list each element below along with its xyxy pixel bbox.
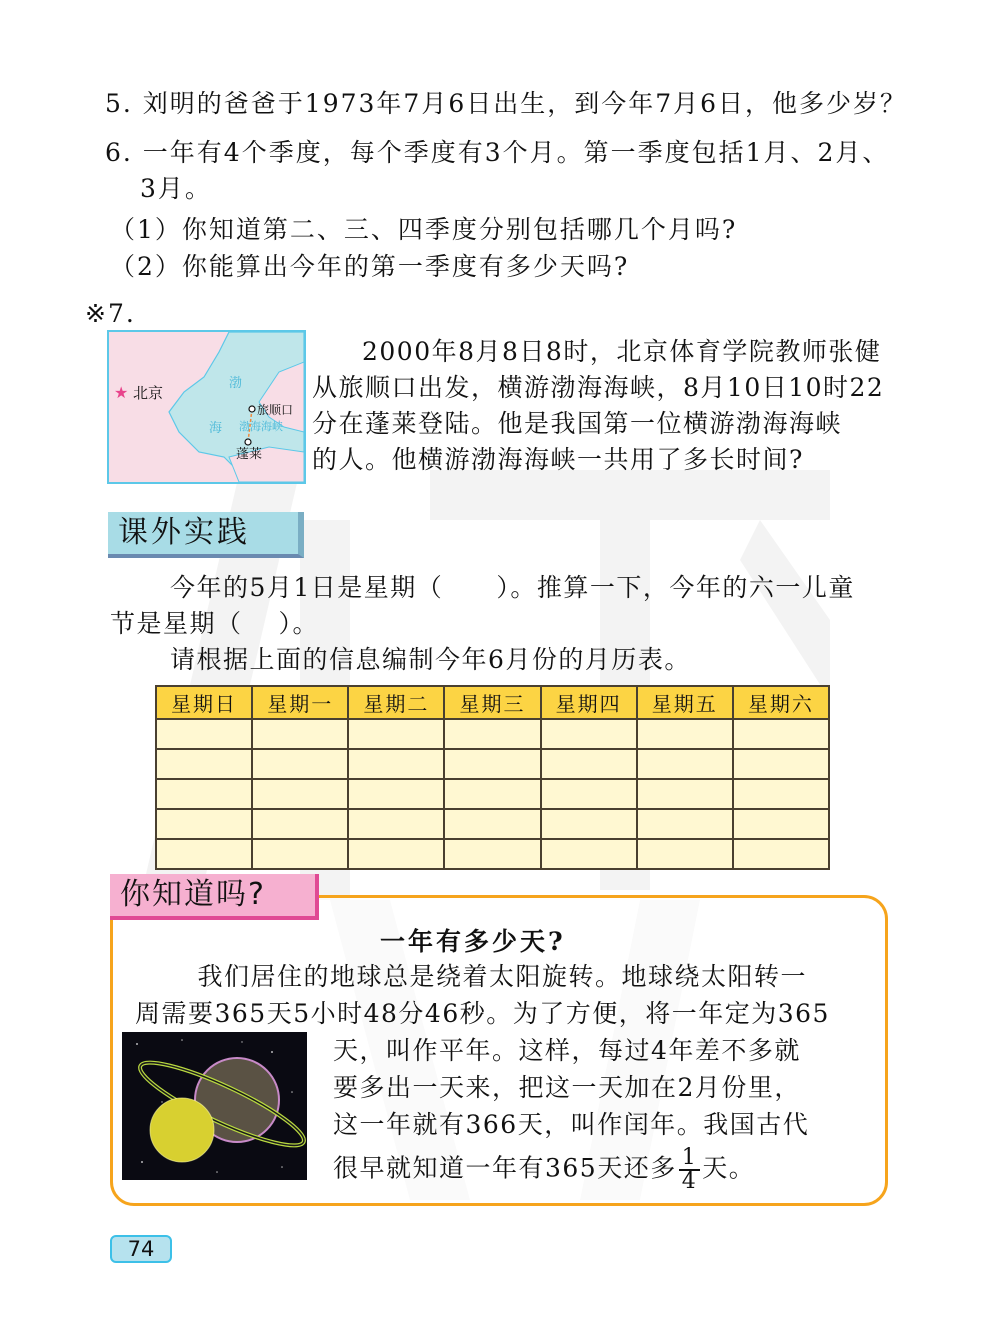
paragraph-line: 周需要365天5小时48分46秒。为了方便，将一年定为365	[135, 999, 830, 1028]
calendar-cell[interactable]	[444, 719, 540, 749]
calendar-cell[interactable]	[156, 749, 252, 779]
weekday-header: 星期日	[156, 686, 252, 719]
weekday-header: 星期三	[444, 686, 540, 719]
calendar-row	[156, 719, 829, 749]
calendar-cell[interactable]	[733, 719, 829, 749]
question-7-label: ※7.	[85, 299, 136, 328]
fraction-one-quarter	[679, 1147, 701, 1193]
calendar-cell[interactable]	[156, 809, 252, 839]
calendar-cell[interactable]	[733, 749, 829, 779]
calendar-cell[interactable]	[348, 779, 444, 809]
calendar-cell[interactable]	[637, 749, 733, 779]
calendar-cell[interactable]	[637, 779, 733, 809]
map-label-sea-bo: 渤	[229, 376, 243, 391]
page-number: 74	[110, 1235, 172, 1263]
last-line	[333, 1147, 873, 1193]
calendar-cell[interactable]	[541, 839, 637, 869]
calendar-row	[156, 749, 829, 779]
calendar-cell[interactable]	[348, 809, 444, 839]
map-label-penglai: 蓬莱	[236, 447, 263, 462]
calendar-cell[interactable]	[252, 809, 348, 839]
calendar-cell[interactable]	[637, 719, 733, 749]
side-line: 要多出一天来，把这一天加在2月份里，	[333, 1073, 801, 1102]
calendar-cell[interactable]	[252, 749, 348, 779]
calendar-cell[interactable]	[541, 779, 637, 809]
practice-line-3: 请根据上面的信息编制今年6月份的月历表。	[170, 645, 691, 674]
did-you-know-side-text	[333, 1032, 873, 1193]
story-line: 分在蓬莱登陆。他是我国第一位横游渤海海峡	[312, 409, 843, 438]
map-label-lushunkou: 旅顺口	[257, 403, 294, 417]
practice-section-title: 课外实践	[108, 512, 304, 558]
calendar-cell[interactable]	[541, 749, 637, 779]
calendar-cell[interactable]	[156, 839, 252, 869]
calendar-cell[interactable]	[252, 839, 348, 869]
calendar-row	[156, 839, 829, 869]
map-label-beijing: 北京	[133, 384, 164, 402]
question-6-continued: 3月。	[140, 174, 212, 203]
calendar-cell[interactable]	[156, 719, 252, 749]
calendar-cell[interactable]	[637, 839, 733, 869]
calendar-cell[interactable]	[444, 779, 540, 809]
question-6-sub-1: （1）你知道第二、三、四季度分别包括哪几个月吗?	[110, 215, 738, 244]
calendar-cell[interactable]	[444, 749, 540, 779]
question-6-sub-2: （2）你能算出今年的第一季度有多少天吗?	[110, 252, 630, 281]
calendar-cell[interactable]	[348, 839, 444, 869]
question-7-story	[312, 334, 907, 478]
weekday-header: 星期一	[252, 686, 348, 719]
story-line: 的人。他横游渤海海峡一共用了多长时间?	[312, 445, 804, 474]
weekday-header: 星期六	[733, 686, 829, 719]
calendar-cell[interactable]	[156, 779, 252, 809]
practice-text	[110, 570, 900, 678]
weekday-header: 星期二	[348, 686, 444, 719]
calendar-cell[interactable]	[541, 809, 637, 839]
june-calendar-table	[155, 685, 830, 870]
calendar-cell[interactable]	[637, 809, 733, 839]
calendar-cell[interactable]	[733, 809, 829, 839]
fraction-denominator: 4	[681, 1169, 698, 1194]
last-line-before: 很早就知道一年有365天还多	[333, 1153, 677, 1183]
question-5: 5. 刘明的爸爸于1973年7月6日出生，到今年7月6日，他多少岁？	[105, 89, 908, 118]
calendar-cell[interactable]	[541, 719, 637, 749]
calendar-cell[interactable]	[348, 719, 444, 749]
question-6: 6. 一年有4个季度，每个季度有3个月。第一季度包括1月、2月、	[105, 138, 890, 167]
did-you-know-paragraph	[135, 958, 865, 1032]
side-line: 天，叫作平年。这样，每过4年差不多就	[333, 1036, 801, 1065]
calendar-row	[156, 779, 829, 809]
calendar-cell[interactable]	[733, 779, 829, 809]
last-line-after: 天。	[702, 1153, 756, 1183]
did-you-know-tag: 你知道吗?	[110, 874, 319, 920]
star-icon: ★	[114, 383, 129, 402]
bohai-strait-map	[107, 330, 306, 484]
lushunkou-marker	[249, 406, 255, 412]
side-line: 这一年就有366天，叫作闰年。我国古代	[333, 1110, 810, 1139]
weekday-header: 星期四	[541, 686, 637, 719]
weekday-header: 星期五	[637, 686, 733, 719]
planet-image	[122, 1032, 307, 1180]
story-line: 从旅顺口出发，横游渤海海峡，8月10日10时22	[312, 373, 885, 402]
calendar-cell[interactable]	[444, 809, 540, 839]
map-label-sea-hai: 海	[209, 421, 223, 436]
paragraph-line: 我们居住的地球总是绕着太阳旋转。地球绕太阳转一	[197, 962, 808, 991]
story-line: 2000年8月8日8时，北京体育学院教师张健	[362, 337, 882, 366]
calendar-cell[interactable]	[252, 719, 348, 749]
calendar-cell[interactable]	[733, 839, 829, 869]
calendar-cell[interactable]	[444, 839, 540, 869]
calendar-cell[interactable]	[252, 779, 348, 809]
practice-line-1: 今年的5月1日是星期（ ）。推算一下，今年的六一儿童	[170, 573, 855, 602]
calendar-row	[156, 809, 829, 839]
fraction-numerator: 1	[679, 1147, 701, 1171]
calendar-cell[interactable]	[348, 749, 444, 779]
did-you-know-title: 一年有多少天?	[380, 927, 566, 956]
practice-line-2: 节是星期（ ）。	[110, 609, 319, 638]
calendar-header-row	[156, 686, 829, 719]
map-label-strait: 渤海海峡	[239, 420, 283, 433]
